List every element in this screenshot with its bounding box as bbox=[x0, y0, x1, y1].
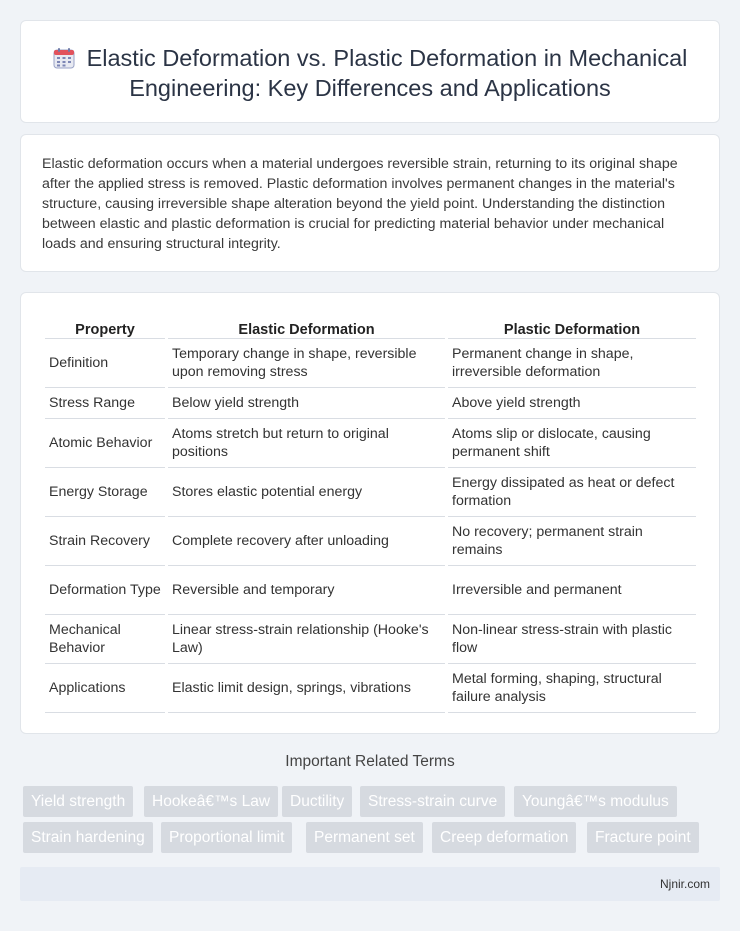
row-property: Mechanical Behavior bbox=[45, 615, 165, 664]
tag-ductility[interactable]: Ductility bbox=[282, 786, 352, 817]
tag-proportional-limit[interactable]: Proportional limit bbox=[161, 822, 292, 853]
row-property: Applications bbox=[45, 664, 165, 713]
tag-stress-strain-curve[interactable]: Stress-strain curve bbox=[360, 786, 505, 817]
row-plastic: Permanent change in shape, irreversible deformation bbox=[448, 339, 696, 388]
calendar-icon bbox=[53, 47, 75, 69]
row-property: Energy Storage bbox=[45, 468, 165, 517]
row-property: Stress Range bbox=[45, 388, 165, 419]
header-property: Property bbox=[45, 313, 165, 339]
row-plastic: No recovery; permanent strain remains bbox=[448, 517, 696, 566]
row-plastic: Above yield strength bbox=[448, 388, 696, 419]
table-row bbox=[45, 419, 696, 468]
row-elastic: Linear stress-strain relationship (Hooke's Law) bbox=[168, 615, 445, 664]
header-elastic: Elastic Deformation bbox=[168, 313, 445, 339]
footer bbox=[20, 867, 720, 901]
row-elastic: Elastic limit design, springs, vibrations bbox=[168, 664, 445, 713]
row-plastic: Non-linear stress-strain with plastic flow bbox=[448, 615, 696, 664]
table-header-row bbox=[45, 313, 696, 339]
row-property: Deformation Type bbox=[45, 566, 165, 615]
header-plastic: Plastic Deformation bbox=[448, 313, 696, 339]
footer-site-name[interactable]: Njnir.com bbox=[659, 877, 710, 891]
row-property: Atomic Behavior bbox=[45, 419, 165, 468]
row-plastic: Atoms slip or dislocate, causing permanent shift bbox=[448, 419, 696, 468]
table-row bbox=[45, 566, 696, 615]
page-title bbox=[41, 43, 699, 103]
intro-card bbox=[20, 134, 720, 272]
row-property: Strain Recovery bbox=[45, 517, 165, 566]
row-elastic: Reversible and temporary bbox=[168, 566, 445, 615]
table-row bbox=[45, 339, 696, 388]
row-property: Definition bbox=[45, 339, 165, 388]
row-elastic: Below yield strength bbox=[168, 388, 445, 419]
table-row bbox=[45, 517, 696, 566]
title-card bbox=[20, 20, 720, 123]
row-elastic: Temporary change in shape, reversible upon removing stress bbox=[168, 339, 445, 388]
table-row bbox=[45, 664, 696, 713]
tag-creep-deformation[interactable]: Creep deformation bbox=[432, 822, 576, 853]
row-plastic: Irreversible and permanent bbox=[448, 566, 696, 615]
intro-paragraph: Elastic deformation occurs when a material undergoes reversible strain, returning to its original shape after the applied stress is removed. Plastic deformation involves permanent changes in the material's structure, causing irreversible shape alteration beyond the yield point. Understanding the distinction between elastic and plastic deformation is crucial for predicting material behavior under mechanical loads and ensuring structural integrity. bbox=[42, 156, 678, 252]
tag-hookes-law[interactable]: Hookeâ€™s Law bbox=[144, 786, 278, 817]
tag-yield-strength[interactable]: Yield strength bbox=[23, 786, 133, 817]
tag-youngs-modulus[interactable]: Youngâ€™s modulus bbox=[514, 786, 677, 817]
table-row bbox=[45, 388, 696, 419]
comparison-card bbox=[20, 292, 720, 734]
title-text: Elastic Deformation vs. Plastic Deformation in Mechanical Engineering: Key Differences and Applications bbox=[86, 45, 688, 101]
tag-strain-hardening[interactable]: Strain hardening bbox=[23, 822, 153, 853]
comparison-table bbox=[42, 313, 699, 713]
tag-permanent-set[interactable]: Permanent set bbox=[306, 822, 423, 853]
related-terms-heading: Important Related Terms bbox=[285, 753, 455, 770]
row-elastic: Atoms stretch but return to original positions bbox=[168, 419, 445, 468]
row-elastic: Complete recovery after unloading bbox=[168, 517, 445, 566]
row-plastic: Energy dissipated as heat or defect formation bbox=[448, 468, 696, 517]
table-row bbox=[45, 615, 696, 664]
table-row bbox=[45, 468, 696, 517]
row-elastic: Stores elastic potential energy bbox=[168, 468, 445, 517]
tag-fracture-point[interactable]: Fracture point bbox=[587, 822, 699, 853]
row-plastic: Metal forming, shaping, structural failure analysis bbox=[448, 664, 696, 713]
